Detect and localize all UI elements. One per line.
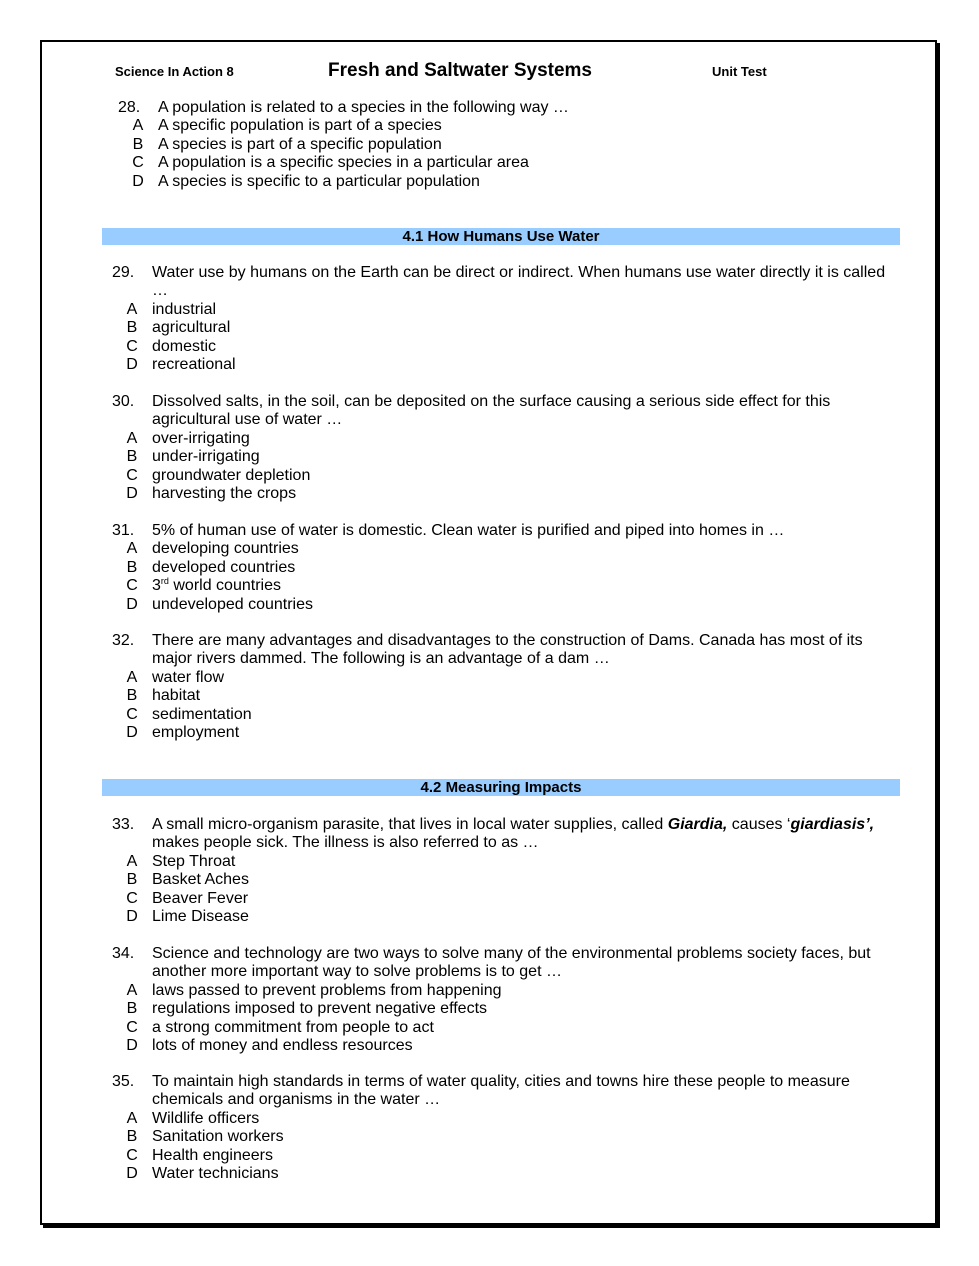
- option-c: C A population is a specific species in a particular area: [132, 154, 529, 172]
- option-c: C Health engineers: [126, 1146, 273, 1164]
- question-number: 29.: [112, 264, 135, 281]
- option-d: D Water technicians: [126, 1164, 279, 1182]
- option-d: D Lime Disease: [126, 907, 249, 925]
- course-name: Science In Action 8: [115, 64, 234, 79]
- option-d: D A species is specific to a particular population: [132, 172, 480, 190]
- option-d: D undeveloped countries: [126, 595, 314, 613]
- option-b: B Sanitation workers: [126, 1128, 284, 1146]
- option-a: A Wildlife officers: [126, 1109, 260, 1127]
- question-29: [42, 264, 902, 374]
- question-28: [42, 99, 902, 191]
- question-stem: Dissolved salts, in the soil, can be deposited on the surface causing a serious side effect for this agricultural use of water …: [152, 393, 831, 429]
- section-heading-4-1: 4.1 How Humans Use Water: [102, 228, 900, 245]
- option-a: A laws passed to prevent problems from happening: [126, 981, 502, 999]
- option-c: C groundwater depletion: [126, 466, 311, 484]
- question-32: [42, 632, 902, 742]
- option-d: D employment: [126, 723, 240, 741]
- question-stem: 5% of human use of water is domestic. Clean water is purified and piped into homes in …: [152, 522, 785, 539]
- option-b: B under-irrigating: [126, 448, 260, 466]
- question-number: 31.: [112, 522, 135, 539]
- option-d: D lots of money and endless resources: [126, 1036, 413, 1054]
- question-number: 28.: [118, 99, 141, 116]
- test-page: [40, 40, 937, 1225]
- option-c: C a strong commitment from people to act: [126, 1018, 434, 1036]
- question-stem: Water use by humans on the Earth can be direct or indirect. When humans use water directly it is called …: [152, 264, 886, 300]
- option-a: A developing countries: [126, 540, 299, 558]
- option-c: C domestic: [126, 337, 217, 355]
- question-33: [42, 816, 902, 926]
- question-31: [42, 522, 902, 614]
- option-a: A A specific population is part of a species: [132, 117, 442, 135]
- option-b: B habitat: [126, 687, 201, 705]
- page-title: Fresh and Saltwater Systems: [328, 60, 592, 81]
- question-number: 35.: [112, 1073, 135, 1090]
- question-stem: A small micro-organism parasite, that lives in local water supplies, called Giardia, causes ‘giardiasis’, makes people sick. The illness is also referred to as …: [152, 816, 875, 852]
- question-stem: There are many advantages and disadvantages to the construction of Dams. Canada has most of its major rivers dammed. The following is an advantage of a dam …: [152, 632, 863, 668]
- option-a: A over-irrigating: [126, 429, 250, 447]
- option-a: A Step Throat: [126, 852, 236, 870]
- option-d: D harvesting the crops: [126, 484, 297, 502]
- option-c: C sedimentation: [126, 705, 252, 723]
- section-heading-4-2: 4.2 Measuring Impacts: [102, 779, 900, 796]
- question-number: 33.: [112, 816, 135, 833]
- question-number: 30.: [112, 393, 135, 410]
- option-b: B A species is part of a specific population: [132, 135, 442, 153]
- question-stem: A population is related to a species in the following way …: [158, 99, 569, 116]
- option-b: B developed countries: [126, 558, 296, 576]
- option-a: A industrial: [126, 300, 217, 318]
- test-type: Unit Test: [712, 64, 767, 79]
- question-number: 34.: [112, 945, 135, 962]
- option-a: A water flow: [126, 668, 225, 686]
- question-30: [42, 393, 902, 503]
- option-b: B Basket Aches: [126, 871, 249, 889]
- option-c: C 3rd world countries: [126, 576, 281, 595]
- option-d: D recreational: [126, 355, 236, 373]
- question-stem: Science and technology are two ways to solve many of the environmental problems society faces, but another more important way to solve problems is to get …: [152, 945, 871, 981]
- question-stem: To maintain high standards in terms of water quality, cities and towns hire these people to measure chemicals and organisms in the water …: [152, 1073, 850, 1109]
- question-35: [42, 1073, 902, 1183]
- option-b: B regulations imposed to prevent negative effects: [126, 1000, 488, 1018]
- question-34: [42, 945, 902, 1055]
- question-number: 32.: [112, 632, 135, 649]
- option-c: C Beaver Fever: [126, 889, 249, 907]
- option-b: B agricultural: [126, 319, 231, 337]
